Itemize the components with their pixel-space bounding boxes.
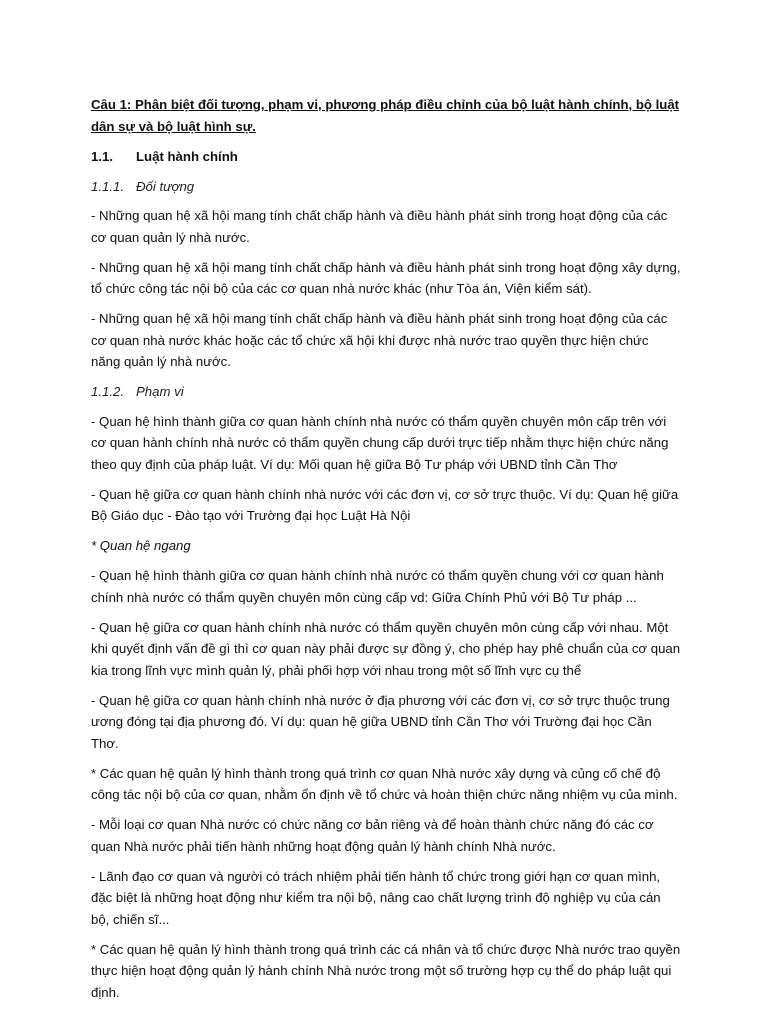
paragraph: - Những quan hệ xã hội mang tính chất chấp hành và điều hành phát sinh trong hoạt động của các cơ quan nhà nước khác hoặc các tổ chức xã hội khi được nhà nước trao quyền thực hiện chức năng quản lý nhà nước. bbox=[91, 311, 668, 369]
question-title: Câu 1: Phân biệt đối tượng, phạm vi, phương pháp điều chỉnh của bộ luật hành chính, bộ luật dân sự và bộ luật hình sự. bbox=[91, 97, 680, 134]
paragraph: - Lãnh đạo cơ quan và người có trách nhiệm phải tiến hành tổ chức trong giới hạn cơ quan mình, đặc biệt là những hoạt động như kiểm tra nội bộ, nâng cao chất lượng trình độ nghiệp vụ của cán bộ, chiến sĩ... bbox=[91, 868, 661, 927]
paragraph: - Những quan hệ xã hội mang tính chất chấp hành và điều hành phát sinh trong hoạt động của các cơ quan quản lý nhà nước. bbox=[91, 208, 668, 245]
paragraph: - Quan hệ giữa cơ quan hành chính nhà nước có thẩm quyền chuyên môn cùng cấp với nhau. Một khi quyết định vấn đề gì thì cơ quan này phải được sự đồng ý, cho phép hay phê chuẩn của cơ quan kia trong lĩnh vực mình quản lý, phải phối hợp với nhau trong một số lĩnh vực cụ thể bbox=[91, 619, 681, 678]
paragraph: - Mỗi loại cơ quan Nhà nước có chức năng cơ bản riêng và để hoàn thành chức năng đó các cơ quan Nhà nước phải tiến hành những hoạt động quản lý hành chính Nhà nước. bbox=[91, 817, 654, 854]
paragraph: * Các quan hệ quản lý hình thành trong quá trình các cá nhân và tổ chức được Nhà nước trao quyền thực hiện hoạt động quản lý hành chính Nhà nước trong một số trường hợp cụ thể do pháp luật qui định. bbox=[91, 941, 681, 1000]
paragraph: - Những quan hệ xã hội mang tính chất chấp hành và điều hành phát sinh trong hoạt động xây dựng, tổ chức công tác nội bộ của các cơ quan nhà nước khác (như Tòa án, Viện kiểm sát). bbox=[91, 259, 681, 296]
paragraph: - Quan hệ hình thành giữa cơ quan hành chính nhà nước có thẩm quyền chung với cơ quan hành chính nhà nước có thẩm quyền chuyên môn cùng cấp vd: Giữa Chính Phủ với Bộ Tư pháp ... bbox=[91, 568, 664, 605]
paragraph: - Quan hệ giữa cơ quan hành chính nhà nước với các đơn vị, cơ sở trực thuộc. Ví dụ: Quan hệ giữa Bộ Giáo dục - Đào tạo với Trường đại học Luật Hà Nội bbox=[91, 486, 679, 523]
subsection-number: 1.1.2. bbox=[91, 384, 124, 399]
subsection-heading-scope bbox=[91, 381, 681, 403]
paragraph: * Các quan hệ quản lý hình thành trong quá trình cơ quan Nhà nước xây dựng và củng cố chế độ công tác nội bộ của cơ quan, nhằm ổn định về tổ chức và hoàn thiện chức năng nhiệm vụ của mình. bbox=[91, 765, 678, 802]
subsection-number: 1.1.1. bbox=[91, 178, 124, 194]
paragraph: - Quan hệ hình thành giữa cơ quan hành chính nhà nước có thẩm quyền chuyên môn cấp trên với cơ quan hành chính nhà nước có thẩm quyền chung cấp dưới trực tiếp nhằm thực hiện chức năng theo quy định của pháp luật. Ví dụ: Mối quan hệ giữa Bộ Tư pháp với UBND tỉnh Cần Thơ bbox=[91, 413, 669, 472]
document-body bbox=[91, 94, 681, 1012]
section-title: Luật hành chính bbox=[136, 149, 238, 164]
section-heading bbox=[91, 146, 681, 168]
paragraph: - Quan hệ giữa cơ quan hành chính nhà nước ở địa phương với các đơn vị, cơ sở trực thuộc trung ương đóng tại địa phương đó. Ví dụ: quan hệ giữa UBND tỉnh Cần Thơ với Trường đại học Cần Thơ. bbox=[91, 692, 670, 751]
section-number: 1.1. bbox=[91, 149, 113, 164]
horizontal-relation-heading: * Quan hệ ngang bbox=[91, 538, 191, 553]
subsection-heading-object bbox=[91, 176, 681, 198]
subsection-title: Phạm vi bbox=[136, 384, 184, 399]
subsection-title: Đối tượng bbox=[136, 178, 195, 194]
